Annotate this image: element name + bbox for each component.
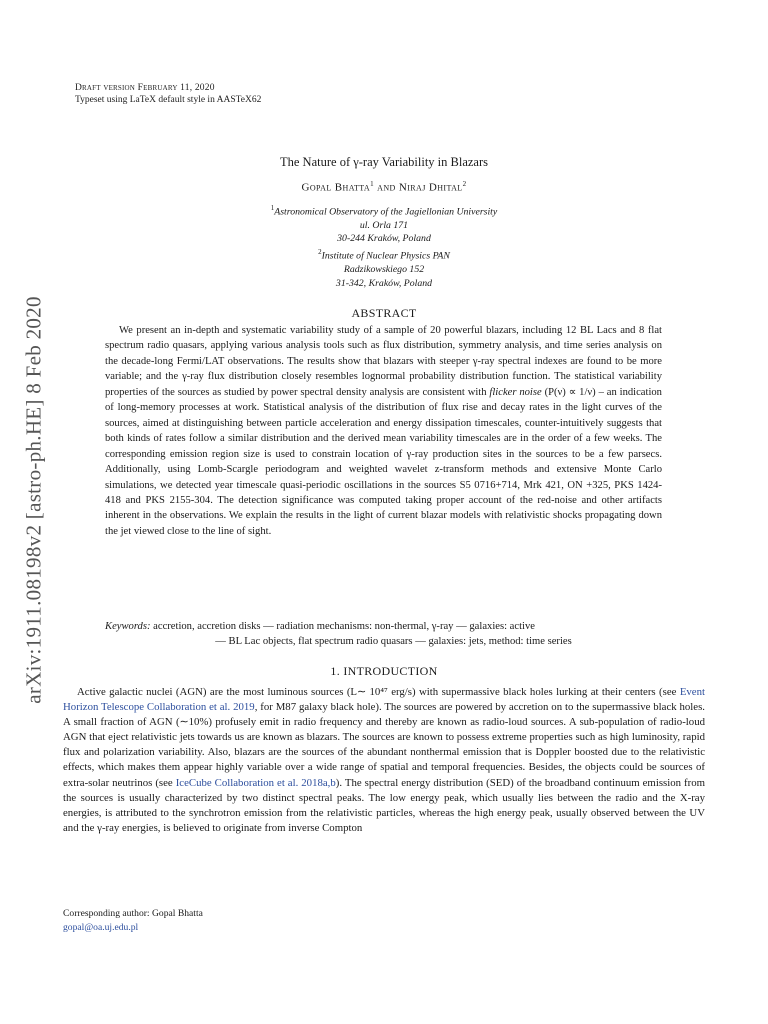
arxiv-identifier: arXiv:1911.08198v2 [astro-ph.HE] 8 Feb 2020	[21, 296, 46, 704]
author-1-mark: 1	[370, 180, 375, 188]
affiliations	[0, 202, 768, 290]
typeset-note: Typeset using LaTeX default style in AASTeX62	[75, 95, 262, 105]
author-line	[0, 180, 768, 194]
corresponding-author-footnote	[63, 907, 203, 935]
section-heading-introduction: 1. INTRODUCTION	[330, 664, 438, 678]
affiliation-line: $^2$Institute of Nuclear Physics PAN	[318, 248, 450, 262]
keywords-line2: — BL Lac objects, flat spectrum radio quasars — galaxies: jets, method: time series	[215, 636, 572, 647]
affiliation-line: ul. Orla 171	[359, 219, 409, 231]
introduction-paragraph: Active galactic nuclei (AGN) are the most luminous sources (L∼ 10⁴⁷ erg/s) with supermassive black holes lurking at their centers (see Event Horizon Telescope Collaboration et al. 2019, for M87 galaxy black hole). The sources are powered by accretion on to the supermassive black holes. A small fraction of AGN (∼10%) profusely emit in radio frequency and thereby are known as radio-loud sources. A sub-population of radio-loud AGN that eject relativistic jets towards us are known as blazars. The sources are known to possess extreme properties such as high luminosity, rapid flux and polarization variability. Also, blazars are the sources of the abundant nonthermal emission that is Doppler boosted due to the relativistic effects, which makes them appear highly variable over a wide range of spatial and temporal frequencies. Besides, the objects could be sources of extra-solar neutrinos (see IceCube Collaboration et al. 2018a,b). The spectral energy distribution (SED) of the broadband continuum emission from the sources is usually characterized by two distinct spectral peaks. The low energy peak, which usually lies between the radio and the X-ray energies, is attributed to the synchrotron emission from the relativistic particles, whereas the high energy peak, usually observed between the UV and the γ-ray energies, is believed to originate from inverse Compton	[63, 686, 705, 834]
author-email-link[interactable]: gopal@oa.uj.edu.pl	[63, 922, 139, 933]
flicker-noise-term: flicker noise	[489, 386, 542, 398]
affiliation-line: $^1$Astronomical Observatory of the Jagiellonian University	[270, 204, 498, 218]
keywords-label: Keywords:	[105, 621, 151, 632]
paper-title: The Nature of γ-ray Variability in Blazars	[280, 155, 488, 169]
keywords	[105, 619, 662, 649]
abstract-heading: ABSTRACT	[351, 306, 417, 320]
author-2: Niraj Dhital	[398, 181, 463, 194]
abstract-body: We present an in-depth and systematic variability study of a sample of 20 powerful blazars, including 12 BL Lacs and 8 flat spectrum radio quasars, applying various analysis tools such as flux distribution, symmetry analysis, and time series analysis on the decade-long Fermi/LAT observations. The results show that blazars with steeper γ-ray spectral indexes are found to be more variable; and the γ-ray flux distribution closely resembles lognormal probability distribution function. The statistical variability properties of the sources as studied by power spectral density analysis are consistent with flicker noise (P(ν) ∝ 1/ν) – an indication of long-memory processes at work. Statistical analysis of the distribution of flux rise and decay rates in the light curves of the sources, aimed at distinguishing between particle acceleration and energy dissipation timescales, counter-intuitively suggests that both kinds of rates follow a similar distribution and the derived mean variability timescales are in the order of a few weeks. The corresponding emission region size is used to constrain location of γ-ray production sites in the sources to be a few parsecs. Additionally, using Lomb-Scargle periodogram and weighted wavelet z-transform methods and extensive Monte Carlo simulations, we detected year timescale quasi-periodic oscillations in the sources S5 0716+714, Mrk 421, ON +325, PKS 1424-418 and PKS 2155-304. The detection significance was computed taking proper account of the red-noise and other artifacts inherent in the observations. We explain the results in the light of current blazar models with relativistic shocks propagating down the jet viewed close to the line of sight.	[105, 325, 662, 537]
author-2-mark: 2	[462, 180, 467, 188]
draft-version: Draft version February 11, 2020	[75, 83, 215, 93]
author-1: Gopal Bhatta	[301, 181, 371, 194]
keywords-line1: accretion, accretion disks — radiation mechanisms: non-thermal, γ-ray — galaxies: active	[150, 621, 535, 632]
corresponding-author: Corresponding author: Gopal Bhatta	[63, 908, 203, 919]
citation-link-icecube[interactable]: IceCube Collaboration et al. 2018a,b	[175, 776, 336, 789]
affiliation-line: 30-244 Kraków, Poland	[337, 233, 431, 245]
author-and: and	[377, 181, 396, 194]
affiliation-line: Radzikowskiego 152	[343, 263, 425, 275]
affiliation-line: 31-342, Kraków, Poland	[335, 277, 433, 289]
draft-header	[75, 82, 261, 106]
citation-link-eht[interactable]: Event Horizon Telescope Collaboration et al. 2019	[63, 686, 705, 714]
